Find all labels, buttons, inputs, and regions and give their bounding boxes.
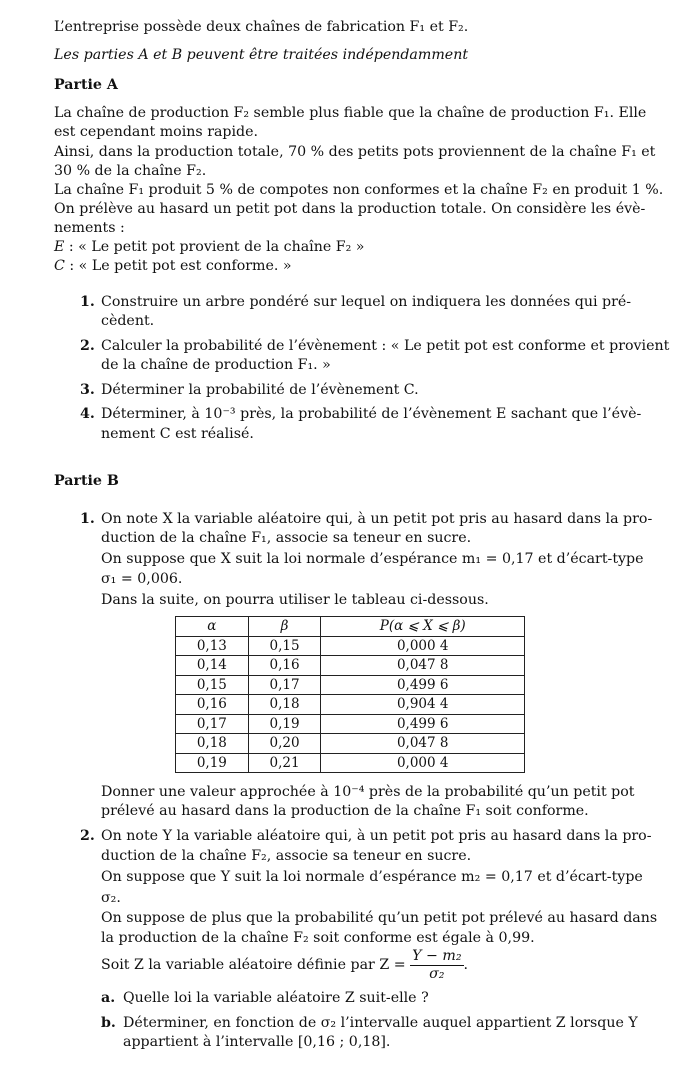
table-cell: 0,499 6 xyxy=(321,714,525,734)
part-a-line: La chaîne F₁ produit 5 % de compotes non conformes et la chaîne F₂ en produit 1 %. xyxy=(54,182,664,198)
question-number: 1. xyxy=(80,294,95,310)
table-cell: 0,17 xyxy=(248,675,321,695)
table-row xyxy=(176,675,525,695)
table-cell: 0,14 xyxy=(176,656,249,676)
normal-probability-table xyxy=(175,616,525,773)
part-a-line: On prélève au hasard un petit pot dans la production totale. On considère les évè- xyxy=(54,201,646,217)
subquestion-label: b. xyxy=(101,1015,116,1031)
table-row xyxy=(176,656,525,676)
question-text: Déterminer, à 10⁻³ près, la probabilité de l’évènement E sachant que l’évè- xyxy=(101,406,642,422)
subquestion-text: Déterminer, en fonction de σ₂ l’intervalle auquel appartient Z lorsque Y xyxy=(123,1015,638,1031)
question-text: σ₂. xyxy=(101,890,121,906)
event-e-text: : « Le petit pot provient de la chaîne F₂ » xyxy=(64,239,365,255)
question-text: σ₁ = 0,006. xyxy=(101,571,183,587)
table-cell: 0,15 xyxy=(248,636,321,656)
question-text: la production de la chaîne F₂ soit conforme est égale à 0,99. xyxy=(101,930,535,946)
event-e-label: E xyxy=(54,239,65,255)
question-text: On suppose que Y suit la loi normale d’espérance m₂ = 0,17 et d’écart-type xyxy=(101,869,643,885)
question-text: Déterminer la probabilité de l’évènement C. xyxy=(101,382,419,398)
table-header-cell: P(α ⩽ X ⩽ β) xyxy=(321,617,525,637)
table-header-cell: β xyxy=(248,617,321,637)
table-cell: 0,047 8 xyxy=(321,656,525,676)
table-row xyxy=(176,714,525,734)
subquestion-label: a. xyxy=(101,990,116,1006)
independence-note: Les parties A et B peuvent être traitées indépendamment xyxy=(54,47,469,63)
question-number: 1. xyxy=(80,511,95,527)
subquestion-text: appartient à l’intervalle [0,16 ; 0,18]. xyxy=(123,1034,391,1050)
intro-text: L’entreprise possède deux chaînes de fabrication F₁ et F₂. xyxy=(54,19,469,35)
z-definition-text: Soit Z la variable aléatoire définie par Z = xyxy=(101,957,411,973)
part-a-line: La chaîne de production F₂ semble plus fiable que la chaîne de production F₁. Elle xyxy=(54,105,647,121)
table-cell: 0,18 xyxy=(176,734,249,754)
part-a-line: nements : xyxy=(54,220,125,236)
question-text: Calculer la probabilité de l’évènement : « Le petit pot est conforme et provient xyxy=(101,338,670,354)
table-cell: 0,18 xyxy=(248,695,321,715)
question-text: Dans la suite, on pourra utiliser le tableau ci-dessous. xyxy=(101,592,489,608)
part-a-line: Ainsi, dans la production totale, 70 % des petits pots proviennent de la chaîne F₁ et xyxy=(54,144,656,160)
question-text: cèdent. xyxy=(101,313,155,329)
table-cell: 0,19 xyxy=(248,714,321,734)
question-text: Construire un arbre pondéré sur lequel on indiquera les données qui pré- xyxy=(101,294,632,310)
question-text: On note X la variable aléatoire qui, à un petit pot pris au hasard dans la pro- xyxy=(101,511,653,527)
table-cell: 0,16 xyxy=(248,656,321,676)
event-e-definition xyxy=(54,238,364,258)
subquestion-text: Quelle loi la variable aléatoire Z suit-elle ? xyxy=(123,990,429,1006)
table-cell: 0,15 xyxy=(176,675,249,695)
z-definition: Soit Z la variable aléatoire définie par Z = $\frac{\text{Y − m₂}}{\text{σ₂}}$ . xyxy=(101,948,469,982)
question-text: On suppose que X suit la loi normale d’espérance m₁ = 0,17 et d’écart-type xyxy=(101,551,644,567)
table-row xyxy=(176,753,525,773)
part-a-title: Partie A xyxy=(54,77,118,93)
question-text: de la chaîne de production F₁. » xyxy=(101,357,331,373)
part-a-line: est cependant moins rapide. xyxy=(54,124,259,140)
table-cell: 0,000 4 xyxy=(321,636,525,656)
table-cell: 0,17 xyxy=(176,714,249,734)
question-text: duction de la chaîne F₂, associe sa teneur en sucre. xyxy=(101,848,472,864)
table-row xyxy=(176,734,525,754)
question-text: Donner une valeur approchée à 10⁻⁴ près de la probabilité qu’un petit pot xyxy=(101,784,635,800)
question-text: duction de la chaîne F₁, associe sa teneur en sucre. xyxy=(101,530,472,546)
table-row xyxy=(176,695,525,715)
question-number: 3. xyxy=(80,382,95,398)
event-c-label: C xyxy=(54,258,65,274)
part-b-title: Partie B xyxy=(54,473,119,489)
question-text: nement C est réalisé. xyxy=(101,426,254,442)
table-cell: 0,20 xyxy=(248,734,321,754)
table-cell: 0,21 xyxy=(248,753,321,773)
question-number: 2. xyxy=(80,828,95,844)
table-row xyxy=(176,636,525,656)
table-cell: 0,16 xyxy=(176,695,249,715)
question-number: 4. xyxy=(80,406,95,422)
table-cell: 0,19 xyxy=(176,753,249,773)
question-text: On suppose de plus que la probabilité qu’un petit pot prélevé au hasard dans xyxy=(101,910,658,926)
table-cell: 0,000 4 xyxy=(321,753,525,773)
part-a-line: 30 % de la chaîne F₂. xyxy=(54,163,207,179)
question-number: 2. xyxy=(80,338,95,354)
question-text: On note Y la variable aléatoire qui, à un petit pot pris au hasard dans la pro- xyxy=(101,828,652,844)
z-fraction xyxy=(410,948,463,983)
z-numerator: Y − m₂ xyxy=(412,948,462,964)
z-denominator: σ₂ xyxy=(429,966,445,982)
table-cell: 0,047 8 xyxy=(321,734,525,754)
table-cell: 0,13 xyxy=(176,636,249,656)
question-text: prélevé au hasard dans la production de la chaîne F₁ soit conforme. xyxy=(101,803,589,819)
event-c-definition xyxy=(54,257,292,277)
table-cell: 0,904 4 xyxy=(321,695,525,715)
table-header-cell: α xyxy=(176,617,249,637)
table-cell: 0,499 6 xyxy=(321,675,525,695)
event-c-text: : « Le petit pot est conforme. » xyxy=(64,258,292,274)
table-header-row xyxy=(176,617,525,637)
